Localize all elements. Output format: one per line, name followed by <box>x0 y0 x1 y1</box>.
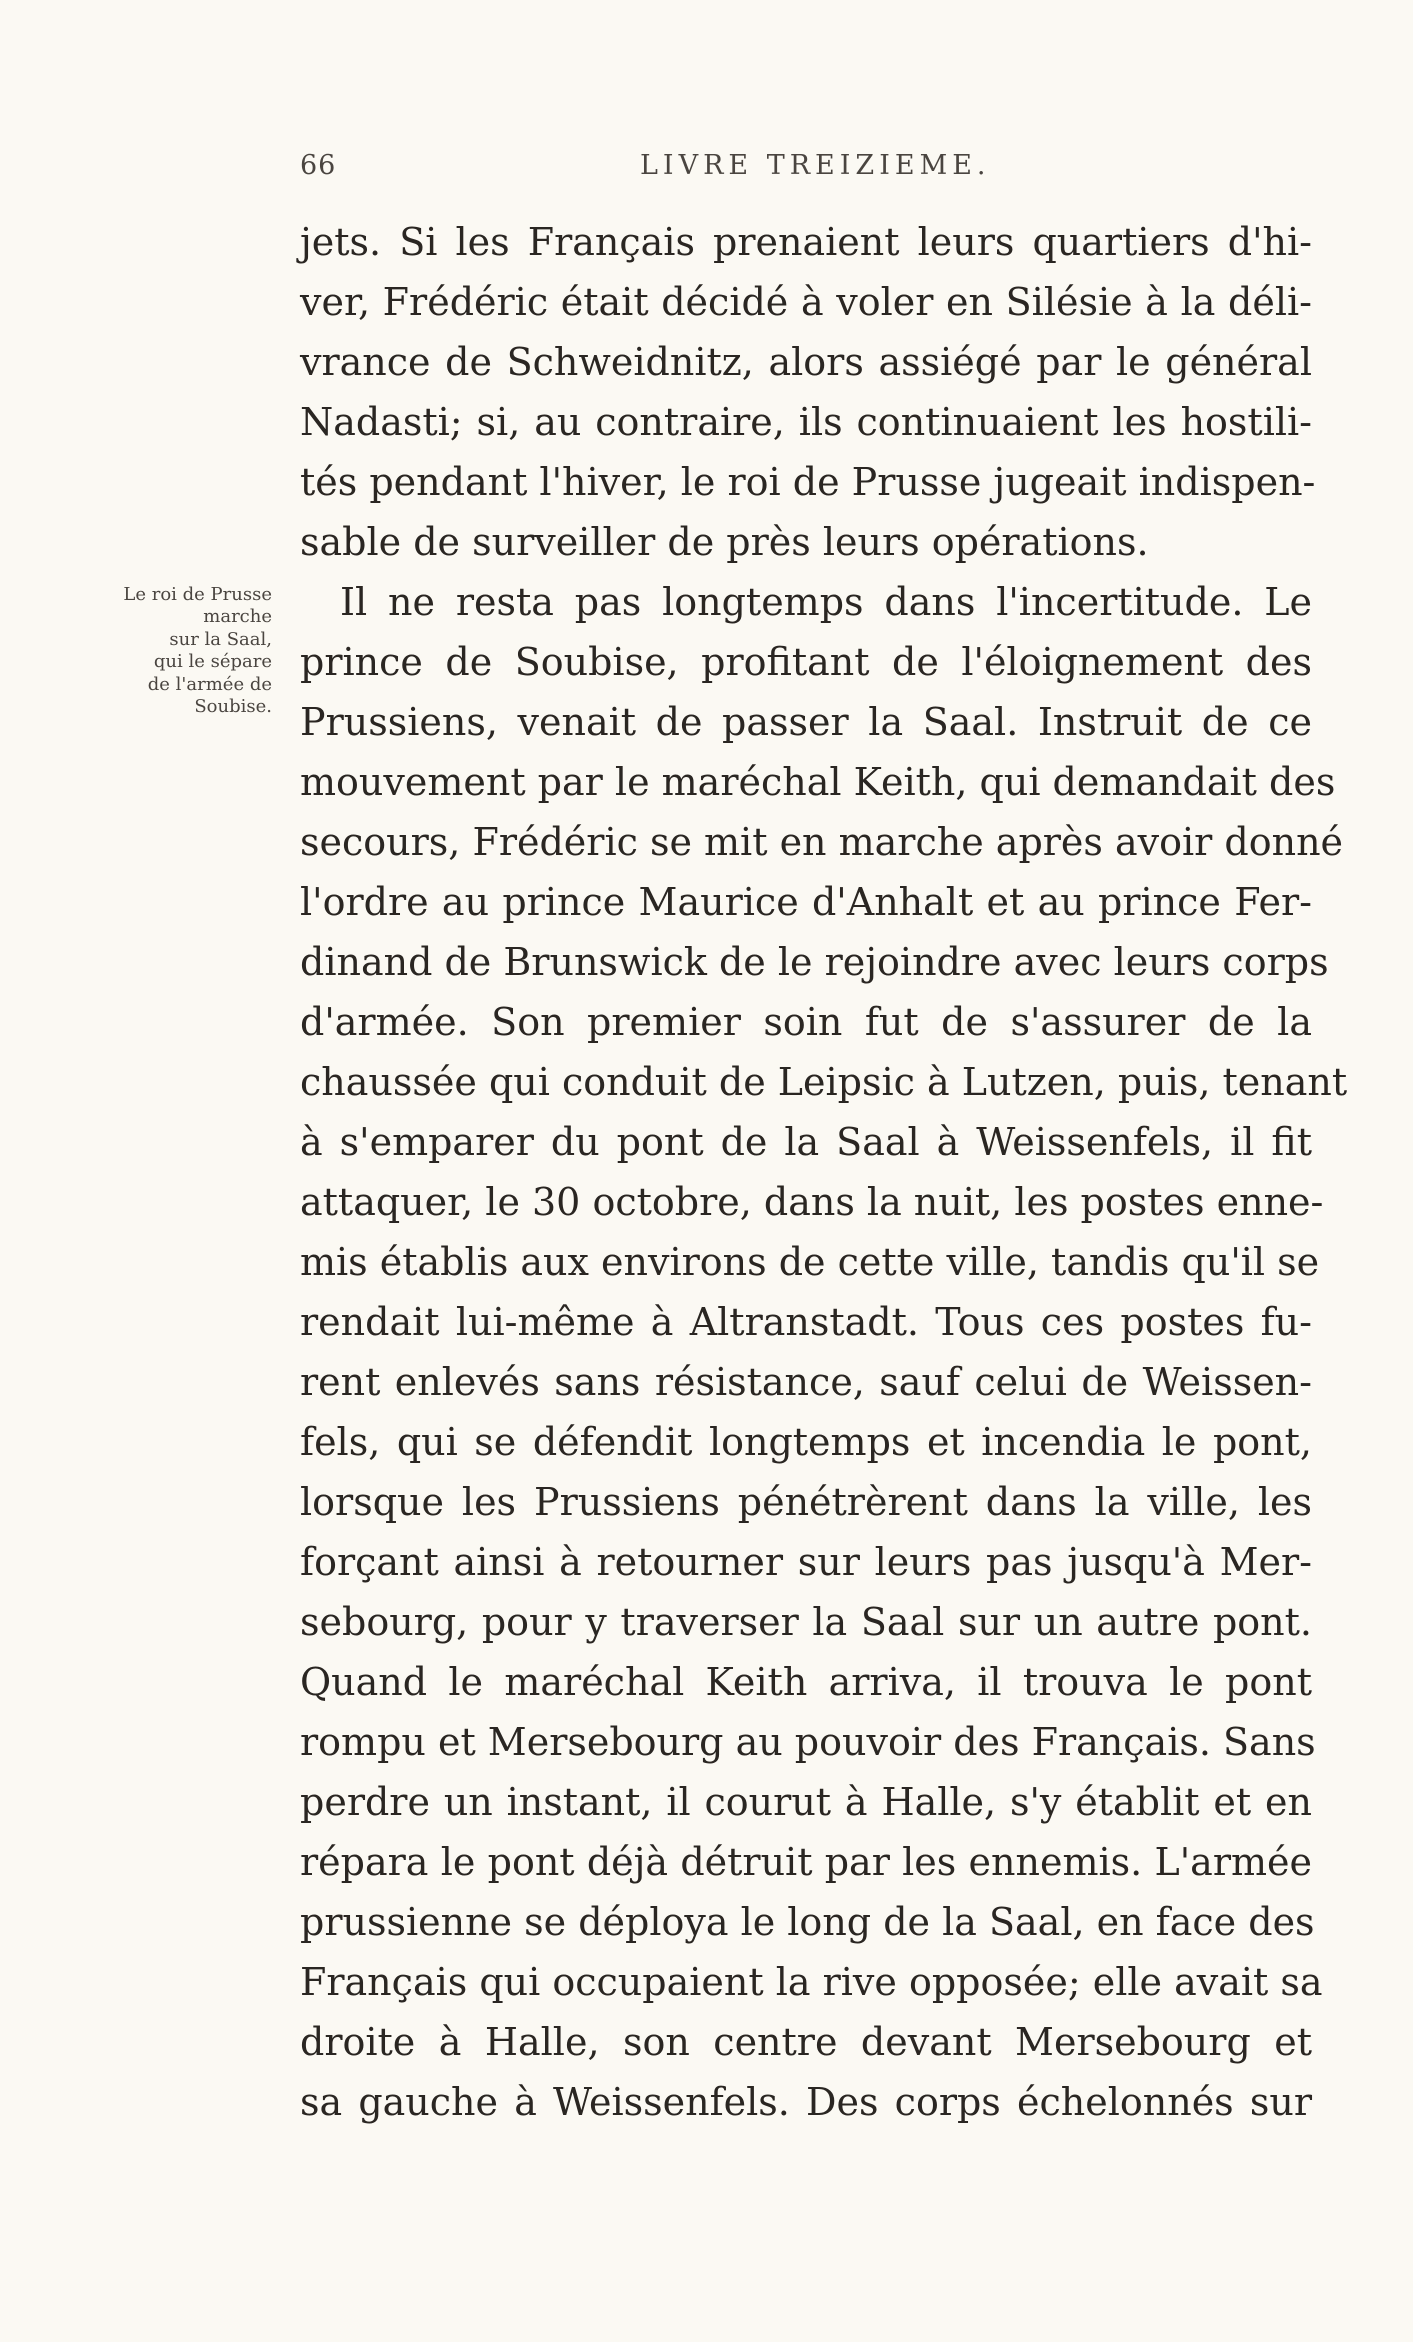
text-line: rendait lui-même à Altranstadt. Tous ces postes fu- <box>300 1300 1312 1344</box>
text-line: Quand le maréchal Keith arriva, il trouva le pont <box>300 1660 1312 1704</box>
body-text <box>300 212 1348 2132</box>
text-line: lorsque les Prussiens pénétrèrent dans la ville, les <box>300 1480 1312 1524</box>
text-line: jets. Si les Français prenaient leurs quartiers d'hi- <box>300 220 1312 264</box>
text-line: secours, Frédéric se mit en marche après avoir donné <box>300 820 1344 864</box>
margin-note <box>36 584 272 718</box>
text-line: rompu et Mersebourg au pouvoir des Français. Sans <box>300 1720 1316 1764</box>
text-line: chaussée qui conduit de Leipsic à Lutzen, puis, tenant <box>300 1060 1348 1104</box>
text-line: à s'emparer du pont de la Saal à Weissenfels, il fit <box>300 1120 1312 1164</box>
text-line: mouvement par le maréchal Keith, qui demandait des <box>300 760 1336 804</box>
text-line: rent enlevés sans résistance, sauf celui de Weissen- <box>300 1360 1312 1404</box>
text-line: Nadasti; si, au contraire, ils continuaient les hostili- <box>300 400 1312 444</box>
margin-note-line: marche <box>203 606 272 628</box>
text-line: l'ordre au prince Maurice d'Anhalt et au prince Fer- <box>300 880 1312 924</box>
margin-note-line: Le roi de Prusse <box>123 584 272 605</box>
running-title: LIVRE TREIZIEME. <box>640 150 991 181</box>
margin-note-line: Soubise. <box>194 696 272 718</box>
text-line: Français qui occupaient la rive opposée; elle avait sa <box>300 1960 1323 2004</box>
text-line: d'armée. Son premier soin fut de s'assurer de la <box>300 1000 1312 1044</box>
text-line: droite à Halle, son centre devant Mersebourg et <box>300 2020 1312 2064</box>
page-number: 66 <box>300 150 337 181</box>
text-line: sable de surveiller de près leurs opérations. <box>300 520 1149 564</box>
text-line: ver, Frédéric était décidé à voler en Silésie à la déli- <box>300 280 1312 324</box>
margin-note-line: de l'armée de <box>147 673 272 695</box>
text-line: sebourg, pour y traverser la Saal sur un autre pont. <box>300 1600 1312 1644</box>
text-line: attaquer, le 30 octobre, dans la nuit, les postes enne- <box>300 1180 1324 1224</box>
text-line: fels, qui se défendit longtemps et incendia le pont, <box>300 1420 1312 1464</box>
text-line: Il ne resta pas longtemps dans l'incertitude. Le <box>340 580 1312 624</box>
margin-note-line: qui le sépare <box>153 651 272 673</box>
text-line: prince de Soubise, profitant de l'éloignement des <box>300 640 1312 684</box>
text-line: répara le pont déjà détruit par les ennemis. L'armée <box>300 1840 1312 1884</box>
text-line: mis établis aux environs de cette ville, tandis qu'il se <box>300 1240 1320 1284</box>
text-line: Prussiens, venait de passer la Saal. Instruit de ce <box>300 700 1312 744</box>
text-line: dinand de Brunswick de le rejoindre avec leurs corps <box>300 940 1329 984</box>
text-line: perdre un instant, il courut à Halle, s'y établit et en <box>300 1780 1312 1824</box>
margin-note-line: sur la Saal, <box>169 628 272 650</box>
page-header <box>300 150 1312 200</box>
text-line: sa gauche à Weissenfels. Des corps échelonnés sur <box>300 2080 1312 2124</box>
text-line: vrance de Schweidnitz, alors assiégé par le général <box>300 340 1312 384</box>
text-line: forçant ainsi à retourner sur leurs pas jusqu'à Mer- <box>300 1540 1312 1584</box>
text-line: tés pendant l'hiver, le roi de Prusse jugeait indispen- <box>300 460 1316 504</box>
text-line: prussienne se déploya le long de la Saal, en face des <box>300 1900 1315 1944</box>
